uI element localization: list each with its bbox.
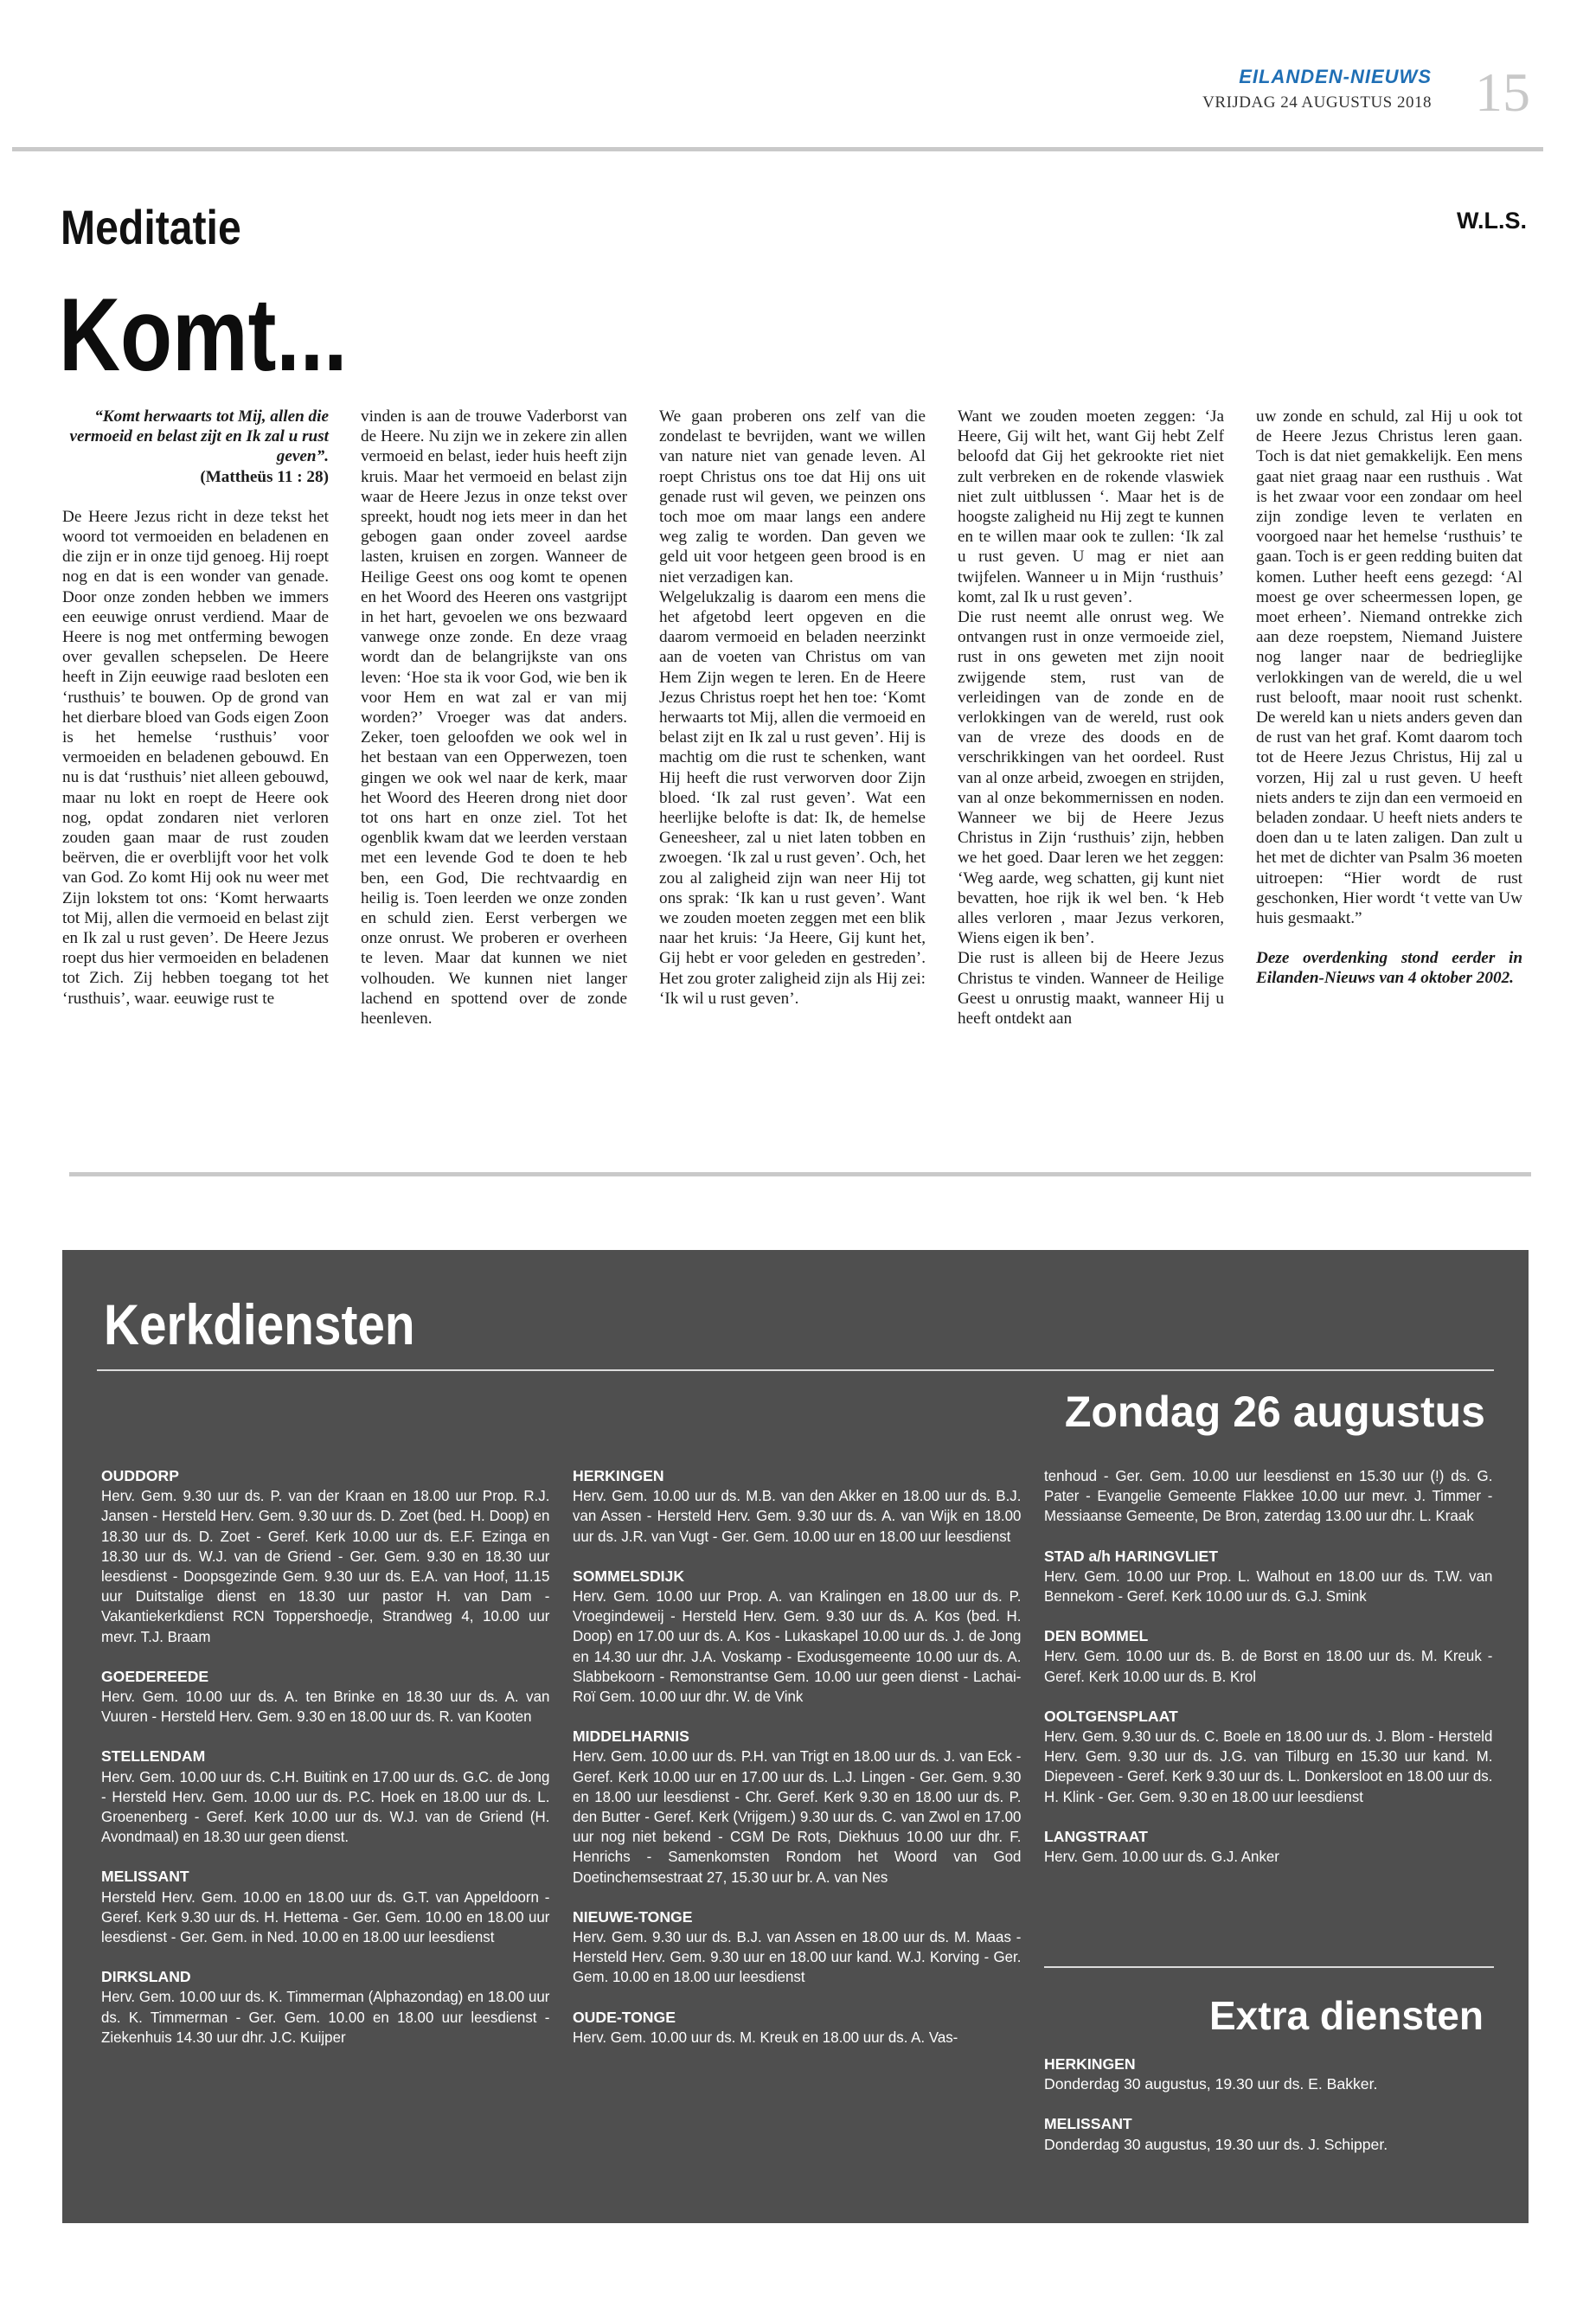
- service-text: Herv. Gem. 10.00 uur ds. C.H. Buitink en 17.00 uur ds. G.C. de Jong - Hersteld Herv. Gem. 10.00 uur ds. P.C. Hoek en 18.00 uur ds. L. Groenenberg - Geref. Kerk 10.00 uur ds. W.J. van de Griend (H. Avondmaal) en 18.30 uur geen dienst.: [101, 1767, 550, 1846]
- service-entry: [1044, 1707, 1494, 1807]
- town-name: HERKINGEN: [1044, 2055, 1136, 2073]
- services-column-3: [1044, 1466, 1494, 1887]
- service-entry: [101, 1466, 551, 1647]
- article-column-2: [361, 407, 627, 1029]
- author-initials: W.L.S.: [1457, 208, 1527, 234]
- town-name: MELISSANT: [101, 1868, 189, 1886]
- article-column-4: [958, 407, 1224, 1029]
- service-text: Herv. Gem. 10.00 uur ds. K. Timmerman (Alphazondag) en 18.00 uur ds. K. Timmerman - Ger. Gem. 10.00 en 18.00 uur leesdienst - Ziekenhuis 14.30 uur dhr. J.C. Kuijper: [101, 1988, 550, 2046]
- service-text: Herv. Gem. 9.30 uur ds. B.J. van Assen en 18.00 uur ds. M. Maas - Hersteld Herv. Gem. 9.30 uur en 18.00 uur kand. W.J. Korving - Ger. Gem. 10.00 en 18.00 uur leesdienst: [573, 1928, 1022, 1986]
- page-number: 15: [1475, 61, 1530, 123]
- service-text: Hersteld Herv. Gem. 10.00 en 18.00 uur ds. G.T. van Appeldoorn - Geref. Kerk 9.30 uur ds. H. Hettema - Ger. Gem. 10.00 en 18.00 uur leesdienst - Ger. Gem. in Ned. 10.00 en 18.00 uur leesdienst: [101, 1888, 550, 1946]
- service-entry: [1044, 1547, 1494, 1607]
- town-name: HERKINGEN: [573, 1467, 664, 1484]
- service-entry: [573, 1567, 1022, 1707]
- column-text: We gaan proberen ons zelf van die zondelast te bevrijden, want we willen van nature niet van genade leven. Al roept Christus ons toe dat Hij ons uit genade rust wil geven, we peinzen ons toch moe om maar langs een andere weg zalig te worden. Dan geven we geld uit voor hetgeen geen brood is en niet verzadigen kan. Welgelukzalig is daarom een mens die het afgetobd leert opgeven en die daarom vermoeid en beladen neerzinkt aan de voeten van Christus om van Hem Zijn wegen te leren. En de Heere Jezus Christus roept het hen toe: ‘Komt herwaarts tot Mij, allen die vermoeid en belast zijt en Ik zal u rust geven’. Hij is machtig om die rust te schenken, want Hij heeft die rust verworven door Zijn bloed. ‘Ik zal rust geven’. Wat een heerlijke belofte is dat: Ik, de hemelse Geneesheer, zal u niet laten tobben en zwoegen. ‘Ik zal u rust geven’. Och, het zou al zaligheid zijn wan neer Hij tot ons sprak: ‘Ik kan u rust geven’. Want we zouden moeten zeggen met een blik naar het kruis: ‘Ja Heere, Gij kunt het, Gij hebt er voor geleden en gestreden’. Het zou groter zaligheid zijn als Hij zei: ‘Ik wil u rust geven’.: [659, 407, 926, 1008]
- service-text: Herv. Gem. 9.30 uur ds. P. van der Kraan en 18.00 uur Prop. R.J. Jansen - Hersteld Herv. Gem. 9.30 uur ds. D. Zoet (bed. H. Doop) en 18.30 uur ds. D. Zoet - Geref. Kerk 10.00 uur ds. E.F. Ezinga en 18.30 uur ds. W.J. van de Griend - Ger. Gem. 9.30 en 18.30 uur leesdienst - Doopsgezinde Gem. 9.30 uur ds. E.A. van Hoof, 11.15 uur Duitstalige dienst en 18.30 uur pastor H. van Dam - Vakantiekerkdienst RCN Toppershoedje, Strandweg 4, 10.00 uur mevr. T.J. Braam: [101, 1487, 550, 1645]
- town-name: GOEDEREEDE: [101, 1667, 209, 1685]
- service-text: Donderdag 30 augustus, 19.30 uur ds. E. Bakker.: [1044, 2075, 1378, 2093]
- town-name: OUDE-TONGE: [573, 2008, 676, 2026]
- service-entry: [101, 1667, 551, 1727]
- service-entry: [573, 1466, 1022, 1547]
- service-entry: [573, 1727, 1022, 1888]
- extra-services-title: Extra diensten: [1209, 1993, 1484, 2038]
- services-date: Zondag 26 augustus: [1064, 1388, 1485, 1436]
- service-text: Herv. Gem. 10.00 uur ds. M.B. van den Akker en 18.00 uur ds. B.J. van Assen - Hersteld Herv. Gem. 9.30 uur ds. A. van Wijk en 18.00 uur ds. J.R. van Vugt - Ger. Gem. 10.00 uur en 18.00 uur leesdienst: [573, 1487, 1022, 1545]
- town-name: OUDDORP: [101, 1467, 179, 1484]
- service-entry: [1044, 2114, 1494, 2154]
- town-name: MIDDELHARNIS: [573, 1727, 689, 1746]
- article-column-5: [1256, 407, 1522, 989]
- newspaper-logo: EILANDEN-NIEUWS: [1239, 66, 1432, 87]
- article-column-3: [659, 407, 926, 1009]
- masthead: [0, 0, 1596, 156]
- article-body: [62, 407, 1533, 1125]
- bible-reference: (Mattheüs 11 : 28): [200, 467, 329, 486]
- service-text: Herv. Gem. 10.00 uur ds. P.H. van Trigt en 18.00 uur ds. J. van Eck - Geref. Kerk 10.00 uur en 17.00 uur ds. L.J. Lingen - Ger. Gem. 9.30 en 18.00 uur leesdienst - Chr. Geref. Kerk 9.30 en 18.00 uur ds. P. den Butter - Geref. Kerk (Vrijgem.) 9.30 uur ds. C. van Zwol en 17.00 uur nog niet bekend - CGM De Rots, Diekhuus 10.00 uur dhr. F. Henrichs - Samenkomsten Rondom het Woord van God Doetinchemsestraat 27, 15.30 uur br. A. van Nes: [573, 1747, 1022, 1886]
- town-name: MELISSANT: [1044, 2115, 1132, 2133]
- services-column-1: [101, 1466, 551, 2067]
- service-entry: [101, 1867, 551, 1947]
- service-text: Herv. Gem. 10.00 uur ds. A. ten Brinke en 18.30 uur ds. A. van Vuuren - Hersteld Herv. Gem. 9.30 en 18.00 uur ds. R. van Kooten: [101, 1688, 550, 1726]
- services-column-2: [573, 1466, 1022, 2067]
- service-text: Herv. Gem. 10.00 uur ds. M. Kreuk en 18.00 uur ds. A. Vas-: [573, 2028, 958, 2046]
- bible-quote: “Komt herwaarts tot Mij, allen die vermoeid en belast zijt en Ik zal u rust geven”.: [69, 407, 329, 466]
- article-footnote: Deze overdenking stond eerder in Eilanden-Nieuws van 4 oktober 2002.: [1256, 949, 1522, 988]
- section-divider: [69, 1172, 1531, 1176]
- service-entry: [1044, 2054, 1494, 2094]
- services-title-rule: [97, 1369, 1494, 1371]
- column-text: De Heere Jezus richt in deze tekst het woord tot vermoeiden en beladenen en die zijn er in onze tijd genoeg. Hij roept nog en dat is een wonder van genade. Door onze zonden hebben we immers een eeuwige onrust verdiend. Maar de Heere is nog met ontferming bewogen over gevallen schepselen. De Heere heeft in Zijn eeuwige raad besloten een ‘rusthuis’ te bouwen. Op de grond van het dierbare bloed van Gods eigen Zoon is het hemelse ‘rusthuis’ voor vermoeiden en beladenen gebouwd. En nu is dat ‘rusthuis’ niet alleen gebouwd, maar nu lokt en roept de Heere ook nog, opdat zondaren niet verloren zouden gaan maar de rust zouden beërven, die er overblijft voor het volk van God. Zo komt Hij ook nu weer met Zijn lokstem tot ons: ‘Komt herwaarts tot Mij, allen die vermoeid en belast zijt en Ik zal u rust geven’. De Heere Jezus roept dus hier vermoeiden en beladenen tot Zich. Zij hebben toegang tot het ‘rusthuis’, waar. eeuwige rust te: [62, 507, 329, 1008]
- article-headline: Komt...: [59, 277, 348, 393]
- town-name: NIEUWE-TONGE: [573, 1907, 693, 1926]
- service-entry: [573, 1907, 1022, 1988]
- town-name: LANGSTRAAT: [1044, 1827, 1148, 1845]
- service-entry: [101, 1967, 551, 2048]
- section-title: Meditatie: [61, 200, 241, 254]
- service-entry: [573, 2008, 1022, 2048]
- service-entry: [1044, 1827, 1494, 1867]
- town-name: DIRKSLAND: [101, 1968, 191, 1986]
- column-text: uw zonde en schuld, zal Hij u ook tot de Heere Jezus Christus leren gaan. Toch is dat niet gemakkelijk. Een mens gaat niet graag naar een rusthuis . Wat is het zwaar voor een zondaar om heel zijn zondige leven te verlaten en voorgoed naar het hemelse ‘rusthuis’ te gaan. Toch is er geen redding buiten dat komen. Luther heeft eens gezegd: ‘Al moest ge over scheermessen lopen, ge moet erheen’. Niemand ontrekke zich aan deze roepstem, Niemand Juistere nog langer naar de bedrieglijke verlokkingen van de wereld, die u wel rust belooft, maar nooit rust schenkt. De wereld kan u niets anders geven dan de rust van het graf. Komt daarom toch tot de Heere Jezus Christus, Hij zal u vorzen, Hij zal u rust geven. U heeft niets anders te zijn dan een vermoeid en beladen zondaar. U heeft niets anders te doen dan u te laten zaligen. Dan zult u het met de dichter van Psalm 36 moeten uitroepen: “Hier wordt de rust geschonken, Hier wordt ‘t vette van Uw huis gesmaakt.”: [1256, 407, 1522, 928]
- town-name: OOLTGENSPLAAT: [1044, 1707, 1178, 1725]
- service-text: Herv. Gem. 10.00 uur Prop. L. Walhout en 18.00 uur ds. T.W. van Bennekom - Geref. Kerk 10.00 uur ds. G.J. Smink: [1044, 1567, 1493, 1606]
- issue-date: VRIJDAG 24 AUGUSTUS 2018: [1202, 93, 1432, 112]
- church-services-box: [62, 1250, 1529, 2223]
- service-entry: [1044, 1466, 1494, 1527]
- town-name: DEN BOMMEL: [1044, 1627, 1149, 1645]
- header-rule: [12, 147, 1543, 151]
- town-name: SOMMELSDIJK: [573, 1567, 685, 1585]
- extra-services-list: [1044, 2054, 1494, 2175]
- service-entry: [1044, 1626, 1494, 1687]
- town-name: STELLENDAM: [101, 1747, 206, 1766]
- town-name: STAD a/h HARINGVLIET: [1044, 1547, 1219, 1565]
- service-text: tenhoud - Ger. Gem. 10.00 uur leesdienst en 15.30 uur (!) ds. G. Pater - Evangelie Gemeente Flakkee 10.00 uur mevr. J. Timmer - Messiaanse Gemeente, De Bron, zaterdag 13.00 uur dhr. L. Kraak: [1044, 1467, 1493, 1525]
- service-text: Herv. Gem. 10.00 uur ds. G.J. Anker: [1044, 1848, 1279, 1866]
- service-text: Donderdag 30 augustus, 19.30 uur ds. J. Schipper.: [1044, 2135, 1388, 2153]
- column-text: Want we zouden moeten zeggen: ‘Ja Heere, Gij wilt het, want Gij hebt Zelf beloofd dat Gij het gekrookte riet niet zult verbreken en de rokende vlaswiek niet zult uitblussen ‘. Maar het is de hoogste zaligheid nu Hij zegt te kunnen en te willen maar ook te zullen: ‘Ik zal u rust geven. U mag er niet aan twijfelen. Wanneer u in Mijn ‘rusthuis’ komt, zal Ik u rust geven’. Die rust neemt alle onrust weg. We ontvangen rust in onze vermoeide ziel, rust in ons geweten met zijn nooit zwijgende stem, rust van de verleidingen van de zonde en de verlokkingen van de wereld, rust ook van de vreze des doods en de verschrikkingen van het oordeel. Rust van al onze arbeid, zwoegen en strijden, van al onze bekommernissen en noden. Wanneer we bij de Heere Jezus Christus in Zijn ‘rusthuis’ zijn, hebben we het goed. Daar leren we het zeggen: ‘Weg aarde, weg schatten, gij kunt niet bevatten, hoe rijk ik wel ben. ‘k Heb alles verloren , maar Jezus verkoren, Wiens eigen ik ben’. Die rust is alleen bij de Heere Jezus Christus te vinden. Wanneer de Heilige Geest u onrustig maakt, wanneer Hij u heeft ontdekt aan: [958, 407, 1224, 1029]
- column-text: vinden is aan de trouwe Vaderborst van de Heere. Nu zijn we in zekere zin allen vermoeid en belast, ieder huis heeft zijn kruis. Maar het vermoeid en belast zijn waar de Heere Jezus in onze tekst over spreekt, houdt nog iets meer in dan het gebogen gaan onder zoveel aardse lasten, kruisen en zorgen. Wanneer de Heilige Geest ons oog komt te openen en het Woord des Heeren ons vastgrijpt in het hart, gevoelen we ons bezwaard vanwege onze zonde. En deze vraag wordt dan de belangrijkste van ons leven: ‘Hoe sta ik voor God, wie ben ik voor Hem en wat zal er van mij worden?’ Vroeger was dat anders. Zeker, toen geloofden we ook wel in het bestaan van een Opperwezen, toen gingen we ook wel naar de kerk, maar het Woord des Heeren drong niet door tot ons hart en onze ziel. Tot het ogenblik kwam dat we leerden verstaan met een levende God te doen te heb ben, een God, Die rechtvaardig en heilig is. Toen leerden we onze zonden en schuld zien. Eerst verbergen we onze onrust. We proberen er overheen te leven. Maar dat kunnen we niet volhouden. We kunnen niet langer lachend en spottend over de zonde heenleven.: [361, 407, 627, 1029]
- service-text: Herv. Gem. 10.00 uur ds. B. de Borst en 18.00 uur ds. M. Kreuk - Geref. Kerk 10.00 uur ds. B. Krol: [1044, 1647, 1493, 1685]
- service-entry: [101, 1747, 551, 1847]
- services-title: Kerkdiensten: [104, 1292, 415, 1356]
- service-text: Herv. Gem. 9.30 uur ds. C. Boele en 18.00 uur ds. J. Blom - Hersteld Herv. Gem. 9.30 uur ds. J.G. van Tilburg en 15.30 uur kand. M. Diepeveen - Geref. Kerk 9.30 uur ds. L. Donkersloot en 18.00 uur ds. H. Klink - Ger. Gem. 9.30 en 18.00 uur leesdienst: [1044, 1727, 1493, 1805]
- article-column-1: [62, 407, 329, 1009]
- extra-services-rule: [1044, 1966, 1494, 1968]
- service-text: Herv. Gem. 10.00 uur Prop. A. van Kralingen en 18.00 uur ds. P. Vroegindeweij - Hersteld Herv. Gem. 9.30 uur ds. A. Kos (bed. H. Doop) en 17.00 uur ds. A. Kos - Lukaskapel 10.00 uur ds. J. de Jong en 14.30 uur dhr. J.A. Voskamp - Exodusgemeente 10.00 uur ds. A. Slabbekoorn - Remonstrantse Gem. 10.00 uur geen dienst - Lachai-Roï Gem. 10.00 uur dhr. W. de Vink: [573, 1587, 1022, 1706]
